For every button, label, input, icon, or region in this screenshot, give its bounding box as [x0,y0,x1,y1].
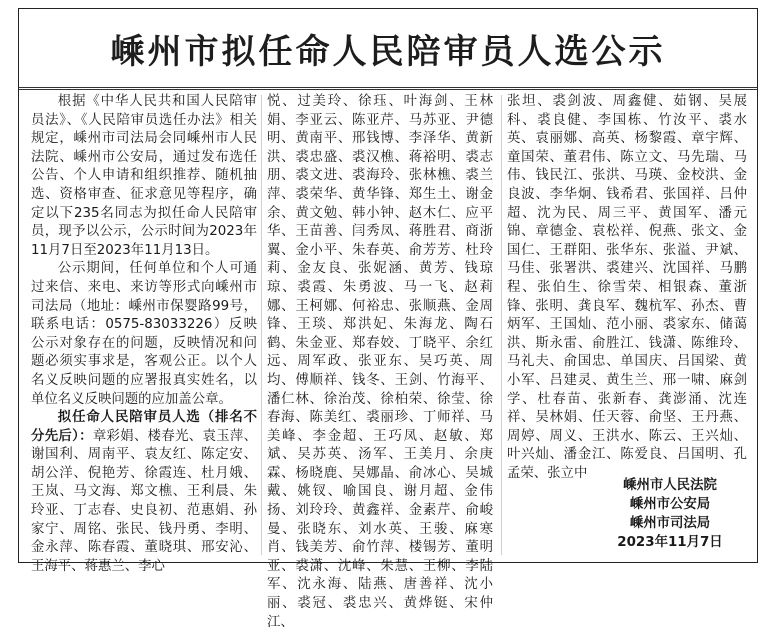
title-divider [19,87,757,90]
contact-paragraph: 公示期间，任何单位和个人可通过来信、来电、来访等形式向嵊州市司法局（地址：嵊州市保婴路99号，联系电话：0575-83033226）反映公示对象存在的问题，反映情况和问题必须实事求是，客观公正。以个人名义反映问题的应署报真实姓名，以单位名义反映问题的应加盖公章。 [31,261,257,407]
names-part-3: 张坦、裘剑波、周鑫健、茹钢、吴展科、裘良健、李国栋、竹汝平、裘水英、袁丽娜、高英、杨黎霞、章宇辉、童国荣、董君伟、陈立文、马先瑞、马伟、钱民江、张洪、马瑛、金校洪、金良波、李华炯、钱希君、张国祥、吕仲超、沈为民、周三平、黄国军、潘元锦、章德金、袁松祥、倪燕、张文、金国仁、王群阳、张华东、张溢、尹斌、马佳、张署洪、裘建兴、沈国祥、马鹏程、张伯生、徐雪荣、相银森、董浙锋、张明、龚良军、魏杭军、孙杰、曹炳军、王国灿、范小丽、裘家东、储蔼洪、斯永雷、俞胜江、钱潇、陈维玲、马礼夫、俞国忠、单国庆、吕国梁、黄小军、吕建灵、黄生兰、邢一啸、麻剑学、杜春苗、张新春、龚澎涌、沈连祥、吴林娟、任天蓉、俞坚、王丹燕、周婷、周义、王洪水、陈云、王兴灿、叶兴灿、潘金江、陈爱良、吕国明、孔孟荣、张立中 [507,94,747,481]
column-separator-2 [501,95,502,555]
notice-date: 2023年11月7日 [617,535,723,550]
list-heading: 拟任命人民陪审员人选（排名不分先后）： [31,410,257,444]
notice-page [18,8,758,630]
column-2 [267,93,493,630]
names-part-1: 章彩娟、楼春光、袁玉萍、谢国利、周南平、袁友红、陈定安、胡公洋、倪艳芳、徐霞连、杜月娥、王岚、马文海、郑文樵、王利晨、朱玲亚、丁志春、史良初、范惠娟、孙家宁、周铭、张民、钱丹勇、李明、金永萍、陈春霞、董晓琪、邢安沁、王海平、蒋惠兰、李心 [31,428,258,574]
notice-title: 嵊州市拟任命人民陪审员人选公示 [110,31,666,72]
candidate-list-start [31,409,257,576]
signer-police: 嵊州市公安局 [629,497,711,512]
column-1 [31,93,258,574]
names-part-2: 悦、过美玲、徐珏、叶海剑、王林娟、李亚云、陈亚芹、马苏亚、尹德明、黄南平、邢钱博、李泽华、黄新洪、裘忠盛、裘汉樵、蒋裕明、裘志朋、裘文进、裘海玲、张林樵、裘兰萍、裘荣华、黄华锋、郑生土、谢金余、黄文勉、韩小钟、赵木仁、应平华、王苗善、闫秀凤、蒋胜君、商浙翼、金小平、朱春英、俞芳芳、杜玲莉、金友良、张妮涵、黄芳、钱琼琼、裘霞、朱勇波、马一飞、赵莉娜、王柯娜、何裕忠、张顺燕、金周锋、王琰、郑洪妃、朱海龙、陶石鹤、朱金亚、郑春姣、丁晓平、余红远、周军政、张亚东、吴巧英、周均、傅顺祥、钱冬、王剑、竹海平、潘仁林、徐治茂、徐柏荣、徐莹、徐春海、陈美红、裘丽珍、丁师祥、马美峰、李金超、王巧凤、赵敏、郑斌、吴苏英、汤军、王美月、余庚霖、杨晓鹿、吴娜晶、俞冰心、吴城戴、姚钗、喻国良、谢月超、金伟扬、刘玲玲、黄鑫祥、金素芹、俞峻曼、张晓东、刘水英、王骏、麻寒肖、钱美芳、俞竹萍、楼锡芳、董明亚、裘潇、沈峰、朱慧、王柳、李陆军、沈永海、陆燕、唐善祥、沈小丽、裘冠、裘忠兴、黄烨铤、宋仲江、 [267,94,493,630]
intro-paragraph: 根据《中华人民共和国人民陪审员法》、《人民陪审员选任办法》相关规定，嵊州市司法局会同嵊州市人民法院、嵊州市公安局，通过发布选任公告、个人申请和组织推荐、随机抽选、资格审查、征求意见等程序，确定以下235名同志为拟任命人民陪审员，现予以公示，公示时间为2023年11月7日至2023年11月13日。 [31,94,257,258]
column-separator-1 [261,95,262,555]
signature-block [595,476,745,552]
signer-justice: 嵊州市司法局 [629,516,711,531]
signer-court: 嵊州市人民法院 [623,478,717,493]
